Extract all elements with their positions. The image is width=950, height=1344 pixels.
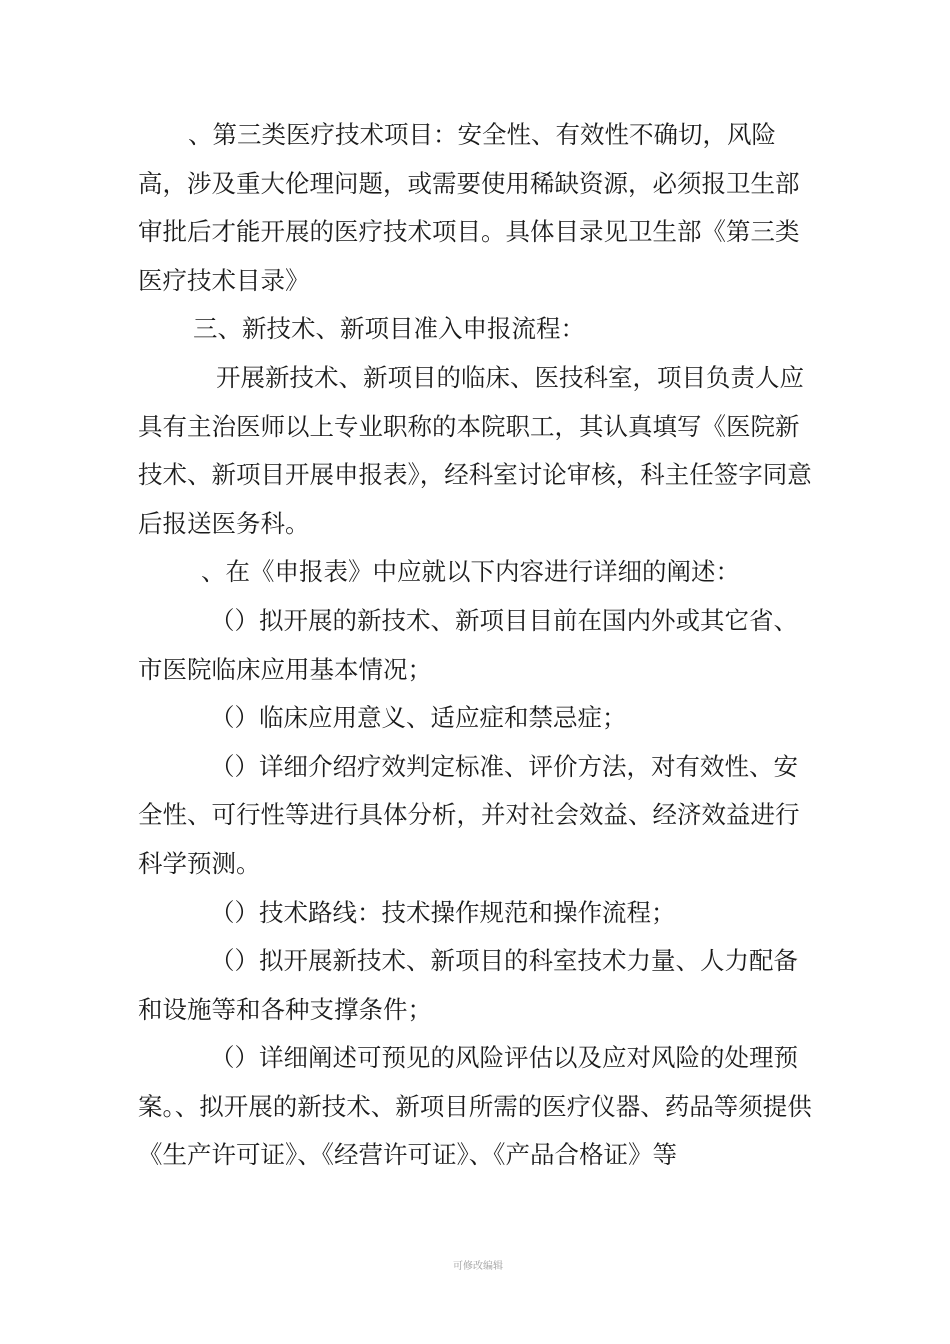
list-item-risk-assessment: （）详细阐述可预见的风险评估以及应对风险的处理预案。、拟开展的新技术、新项目所需的医疗仪器、药品等须提供《生产许可证》、《经营许可证》、《产品合格证》等 bbox=[138, 1043, 812, 1170]
document-body bbox=[138, 111, 818, 1180]
list-item-domestic-application-status: （）拟开展的新技术、新项目目前在国内外或其它省、市医院临床应用基本情况； bbox=[138, 605, 798, 684]
list-item-clinical-significance: （）临床应用意义、适应症和禁忌症； bbox=[210, 703, 627, 733]
footer-editable-note: 可修改编辑 bbox=[453, 1261, 503, 1272]
section-heading-application-process: 三、新技术、新项目准入申报流程： bbox=[193, 314, 585, 344]
list-item-efficacy-evaluation: （）详细介绍疗效判定标准、评价方法，对有效性、安全性、可行性等进行具体分析，并对社会效益、经济效益进行科学预测。 bbox=[138, 751, 800, 878]
paragraph-third-category-definition: 、第三类医疗技术项目：安全性、有效性不确切，风险高，涉及重大伦理问题，或需要使用稀缺资源，必须报卫生部审批后才能开展的医疗技术项目。具体目录见卫生部《第三类医疗技术目录》 bbox=[138, 120, 800, 295]
paragraph-application-form-contents: 、在《申报表》中应就以下内容进行详细的阐述： bbox=[201, 557, 740, 587]
list-item-technical-route: （）技术路线：技术操作规范和操作流程； bbox=[210, 897, 676, 927]
paragraph-application-requirements: 开展新技术、新项目的临床、医技科室，项目负责人应具有主治医师以上专业职称的本院职工，其认真填写《医院新技术、新项目开展申报表》，经科室讨论审核，科主任签字同意后报送医务科。 bbox=[138, 362, 812, 538]
list-item-department-capacity: （）拟开展新技术、新项目的科室技术力量、人力配备和设施等和各种支撑条件； bbox=[138, 946, 798, 1024]
